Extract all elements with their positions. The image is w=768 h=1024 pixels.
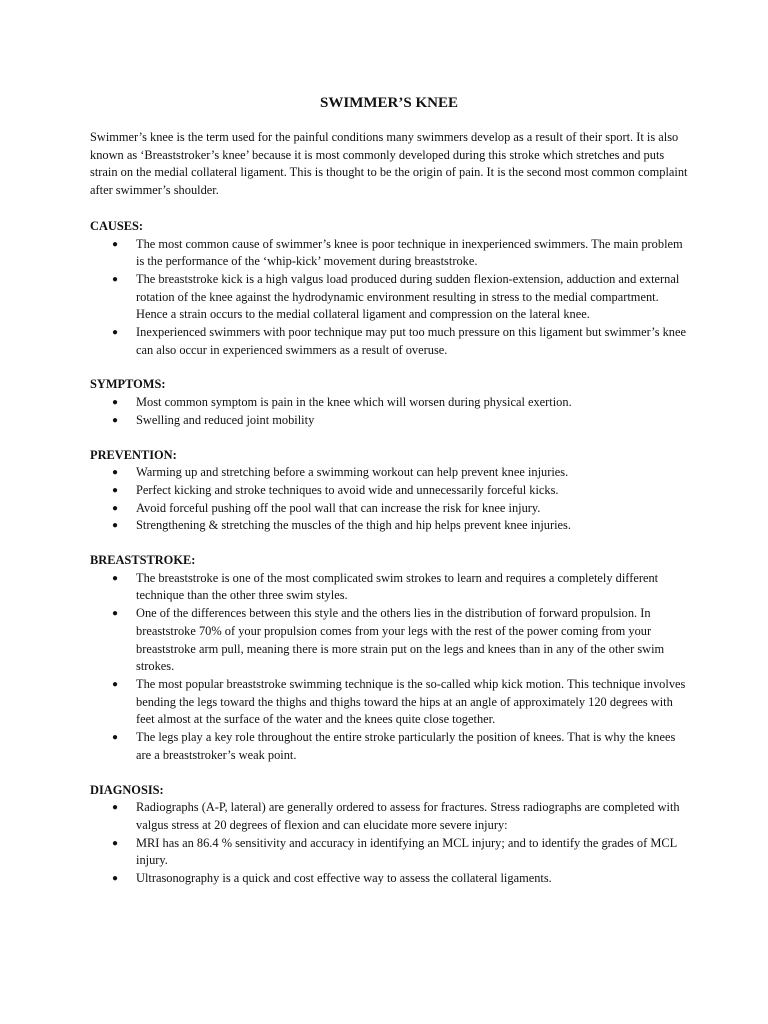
section-causes <box>90 218 688 360</box>
bullet-icon: ● <box>112 238 119 250</box>
document-title: SWIMMER’S KNEE <box>320 95 458 111</box>
bullet-icon: ● <box>112 837 119 849</box>
bullet-icon: ● <box>112 327 119 339</box>
list-item-text: Strengthening & stretching the muscles of the thigh and hip helps prevent knee injuries. <box>136 518 571 533</box>
section-heading: BREASTSTROKE: <box>90 553 196 568</box>
section-prevention <box>90 447 688 536</box>
document-page <box>90 93 688 905</box>
list-item <box>90 729 688 764</box>
bullet-icon: ● <box>112 802 119 814</box>
bullet-list <box>90 394 688 429</box>
bullet-icon: ● <box>112 397 119 409</box>
list-item <box>90 482 688 500</box>
bullet-icon: ● <box>112 608 119 620</box>
bullet-icon: ● <box>112 520 119 532</box>
section-heading: CAUSES: <box>90 218 144 233</box>
list-item <box>90 500 688 518</box>
section-breaststroke <box>90 552 688 764</box>
list-item <box>90 394 688 412</box>
list-item <box>90 271 688 324</box>
list-item-text: Swelling and reduced joint mobility <box>136 412 315 427</box>
bullet-icon: ● <box>112 502 119 514</box>
list-item-text: The most common cause of swimmer’s knee is poor technique in inexperienced swimmers. The main problem is the performance of the ‘whip-kick’ movement during breaststroke. <box>136 236 683 269</box>
list-item <box>90 799 688 834</box>
bullet-icon: ● <box>112 414 119 426</box>
bullet-icon: ● <box>112 678 119 690</box>
list-item <box>90 517 688 535</box>
section-heading: DIAGNOSIS: <box>90 782 164 797</box>
list-item <box>90 324 688 359</box>
list-item-text: The breaststroke kick is a high valgus load produced during sudden flexion-extension, adduction and external rotation of the knee against the hydrodynamic environment resulting in stress to the medial compartment. Hence a strain occurs to the medial collateral ligament and compression on the lateral knee. <box>136 271 680 322</box>
list-item-text: Most common symptom is pain in the knee which will worsen during physical exertion. <box>136 395 572 410</box>
list-item-text: The legs play a key role throughout the entire stroke particularly the position of knees. That is why the knees are a breaststroker’s weak point. <box>136 730 676 762</box>
section-symptoms <box>90 376 688 429</box>
intro-paragraph: Swimmer’s knee is the term used for the painful conditions many swimmers develop as a result of their sport. It is also known as ‘Breaststroker’s knee’ because it is most commonly developed during this stroke which stretches and puts strain on the medial collateral ligament. This is thought to be the origin of pain. It is the second most common complaint after swimmer’s shoulder. <box>90 130 688 198</box>
list-item-text: The most popular breaststroke swimming technique is the so-called whip kick motion. This technique involves bending the legs toward the thighs and thighs toward the hips at an angle of approximately 120 degrees with feet almost at the surface of the water and the knees quite close together. <box>136 676 686 727</box>
list-item <box>90 570 688 605</box>
bullet-icon: ● <box>112 484 119 496</box>
section-diagnosis <box>90 782 688 888</box>
list-item-text: Inexperienced swimmers with poor technique may put too much pressure on this ligament but swimmer’s knee can also occur in experienced swimmers as a result of overuse. <box>136 325 686 357</box>
bullet-list <box>90 799 688 888</box>
list-item <box>90 464 688 482</box>
list-item-text: Ultrasonography is a quick and cost effective way to assess the collateral ligaments. <box>136 871 552 886</box>
bullet-list <box>90 236 688 360</box>
list-item-text: The breaststroke is one of the most complicated swim strokes to learn and requires a completely different technique than the other three swim styles. <box>136 570 659 603</box>
list-item-text: Avoid forceful pushing off the pool wall that can increase the risk for knee injury. <box>136 500 541 515</box>
list-item <box>90 870 688 888</box>
bullet-list <box>90 464 688 535</box>
list-item-text: One of the differences between this style and the others lies in the distribution of forward propulsion. In breaststroke 70% of your propulsion comes from your legs with the rest of the power coming from your breaststroke arm pull, meaning there is more strain put on the legs and knees than in any of the other swim strokes. <box>136 606 665 674</box>
list-item-text: Perfect kicking and stroke techniques to avoid wide and unnecessarily forceful kicks. <box>136 482 559 497</box>
list-item-text: Radiographs (A-P, lateral) are generally ordered to assess for fractures. Stress radiographs are completed with valgus stress at 20 degrees of flexion and can elucidate more severe injury: <box>136 800 680 832</box>
list-item-text: MRI has an 86.4 % sensitivity and accuracy in identifying an MCL injury; and to identify the grades of MCL injury. <box>136 835 677 868</box>
bullet-icon: ● <box>112 572 119 584</box>
bullet-list <box>90 570 688 765</box>
section-heading: SYMPTOMS: <box>90 377 166 392</box>
list-item <box>90 605 688 676</box>
section-heading: PREVENTION: <box>90 447 177 462</box>
list-item <box>90 835 688 870</box>
list-item <box>90 412 688 430</box>
bullet-icon: ● <box>112 732 119 744</box>
bullet-icon: ● <box>112 273 119 285</box>
list-item-text: Warming up and stretching before a swimming workout can help prevent knee injuries. <box>136 465 569 480</box>
bullet-icon: ● <box>112 467 119 479</box>
list-item <box>90 236 688 271</box>
bullet-icon: ● <box>112 873 119 885</box>
list-item <box>90 676 688 729</box>
